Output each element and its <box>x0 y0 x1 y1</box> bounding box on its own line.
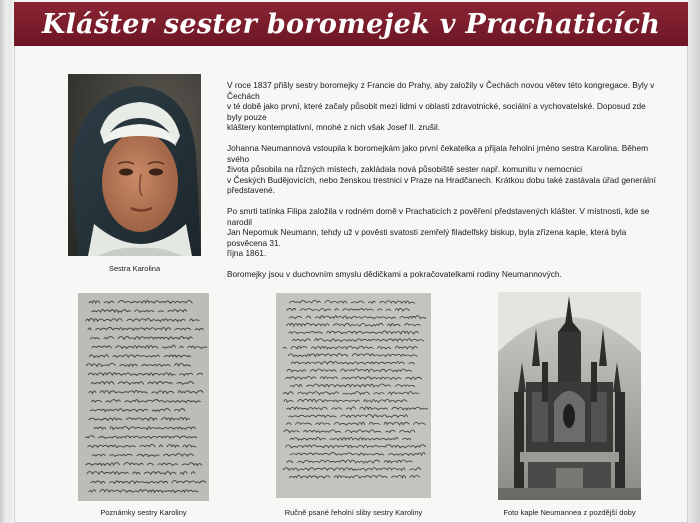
paragraph-2-line-1: Johanna Neumannová vstoupila k boromejkám jako první čekatelka a přijala řeholní jméno sestra Karolina. Během svého <box>227 142 649 164</box>
handwriting-scribbles <box>78 293 209 501</box>
portrait-image <box>68 74 201 256</box>
handwritten-vows-image <box>276 293 431 498</box>
board-edge <box>688 0 700 523</box>
document-caption-2: Ručně psané řeholní sliby sestry Karoliny <box>284 508 423 517</box>
paragraph-3-line-1: Po smrti tatínka Filipa založila v rodném domě v Prachaticích z pověření představených klášter. V místnosti, kde se narodil <box>227 205 650 227</box>
paragraph-3-line-2: Jan Nepomuk Neumann, tehdy už v pověsti svatosti zemřelý filadelfský biskup, byla zřízena kaple, která byla posvěcena 31. <box>227 227 627 248</box>
handwritten-notes-image <box>78 293 209 501</box>
paragraph-2-line-4: představené. <box>227 185 275 196</box>
paragraph-1-line-2: v té době jako první, které začaly působit mezi lidmi v oblasti zdravotnické, sociální a vychovatelské. Doposud zde byly pouze <box>227 101 646 122</box>
paragraph-2 <box>227 143 659 196</box>
paragraph-1-line-1: V roce 1837 přišly sestry boromejky z Francie do Prahy, aby založily v Čechách novou větev této kongregace. Byly v Čechách <box>227 80 655 101</box>
paragraph-1-line-3: kláštery kontemplativní, mnohé z nich však Josef II. zrušil. <box>227 122 441 133</box>
paragraph-3 <box>227 206 659 259</box>
vows-handwriting <box>276 293 431 498</box>
page-title: Klášter sester boromejek v Prachaticích <box>41 8 661 40</box>
paragraph-4 <box>227 269 659 280</box>
paragraph-2-line-3: v Českých Budějovicích, nebo ženskou trestnici v Praze na Hradčanech. Krátkou dobu také zastávala úřad generální <box>227 174 656 185</box>
paragraph-2-line-2: života působila na různých místech, zakládala nová působiště sester např. komunitu v nemocnici <box>227 164 583 175</box>
title-banner <box>14 2 688 46</box>
paragraph-1 <box>227 80 659 133</box>
chapel-photo-image <box>498 292 641 500</box>
paragraph-4-line-1: Boromejky jsou v duchovním smyslu dědičkami a pokračovatelkami rodiny Neumannových. <box>227 268 562 279</box>
document-caption-1: Poznámky sestry Karoliny <box>100 508 187 517</box>
gothic-altar-photo <box>498 292 641 500</box>
paragraph-3-line-3: října 1861. <box>227 248 267 259</box>
portrait-painting <box>68 74 201 256</box>
history-text <box>227 80 659 290</box>
document-caption-3: Foto kaple Neumannea z pozdější doby <box>503 508 636 517</box>
portrait-caption: Sestra Karolina <box>108 264 161 273</box>
